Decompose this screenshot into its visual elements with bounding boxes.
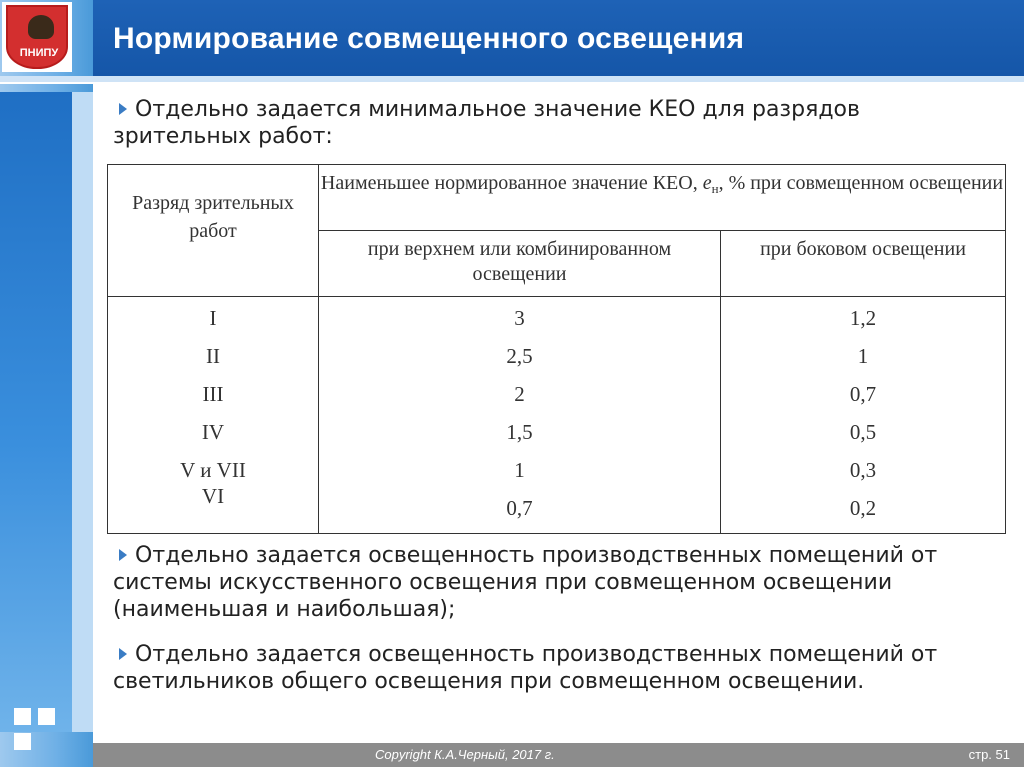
university-logo	[2, 2, 72, 72]
bullet-arrow-icon	[119, 549, 127, 561]
bullet-paragraph-3	[113, 641, 993, 695]
footer-bar	[93, 743, 1024, 767]
value-cell: 1,2	[849, 306, 877, 330]
page-number: стр. 51	[968, 747, 1010, 762]
value-cell: 0,5	[849, 420, 877, 444]
logo-shield-icon	[6, 5, 68, 69]
column-group-header: Наименьшее нормированное значение КЕО, $e_н$, % при совмещенном освещении	[319, 165, 1006, 231]
paragraph-text: Отдельно задается освещенность производственных помещений от системы искусственного освещения при совмещенном освещении (наименьшая и наибольшая);	[113, 543, 938, 622]
value-cell: 3	[514, 306, 525, 330]
column-header-top-lighting: при верхнем или комбинированном освещении	[319, 231, 721, 297]
value-cell: 0,2	[849, 496, 877, 520]
class-cell: V и VII	[180, 458, 246, 482]
bullet-arrow-icon	[119, 103, 127, 115]
left-decor-dark-band	[0, 92, 72, 732]
paragraph-text: Отдельно задается минимальное значение КЕО для разрядов зрительных работ:	[113, 97, 860, 149]
bullet-paragraph-1	[113, 96, 1003, 150]
left-decor-light-band	[72, 92, 93, 732]
value-cell: 1	[857, 344, 869, 368]
value-cell: 0,7	[506, 496, 533, 520]
header-divider-line	[0, 82, 1024, 84]
bullet-paragraph-2	[113, 542, 993, 623]
nav-square-icon	[14, 708, 31, 725]
class-column	[108, 297, 319, 534]
class-cell: III	[202, 382, 224, 406]
value-cell: 0,3	[849, 458, 877, 482]
bear-icon	[28, 15, 54, 39]
value-cell: 0,7	[849, 382, 877, 406]
footer-copyright: Copyright К.А.Черный, 2017 г.	[375, 747, 555, 762]
logo-text: ПНИПУ	[19, 47, 59, 59]
keo-table	[107, 164, 1006, 534]
column-header-side-lighting: при боковом освещении	[721, 231, 1006, 297]
side-lighting-column	[721, 297, 1006, 534]
value-cell: 2,5	[506, 344, 533, 368]
top-lighting-column	[319, 297, 721, 534]
paragraph-text: Отдельно задается освещенность производственных помещений от светильников общего освещения при совмещенном освещении.	[113, 642, 938, 694]
class-cell: II	[206, 344, 220, 368]
column-header-class: Разряд зрительных работ	[108, 165, 319, 297]
bullet-arrow-icon	[119, 648, 127, 660]
nav-square-icon	[14, 733, 31, 750]
value-cell: 1,5	[506, 420, 533, 444]
class-cell: VI	[201, 484, 225, 508]
page-title: Нормирование совмещенного освещения	[113, 22, 745, 55]
value-cell: 1	[514, 458, 525, 482]
nav-square-icon	[38, 708, 55, 725]
value-cell: 2	[514, 382, 525, 406]
class-cell: IV	[201, 420, 225, 444]
class-cell: I	[209, 306, 217, 330]
